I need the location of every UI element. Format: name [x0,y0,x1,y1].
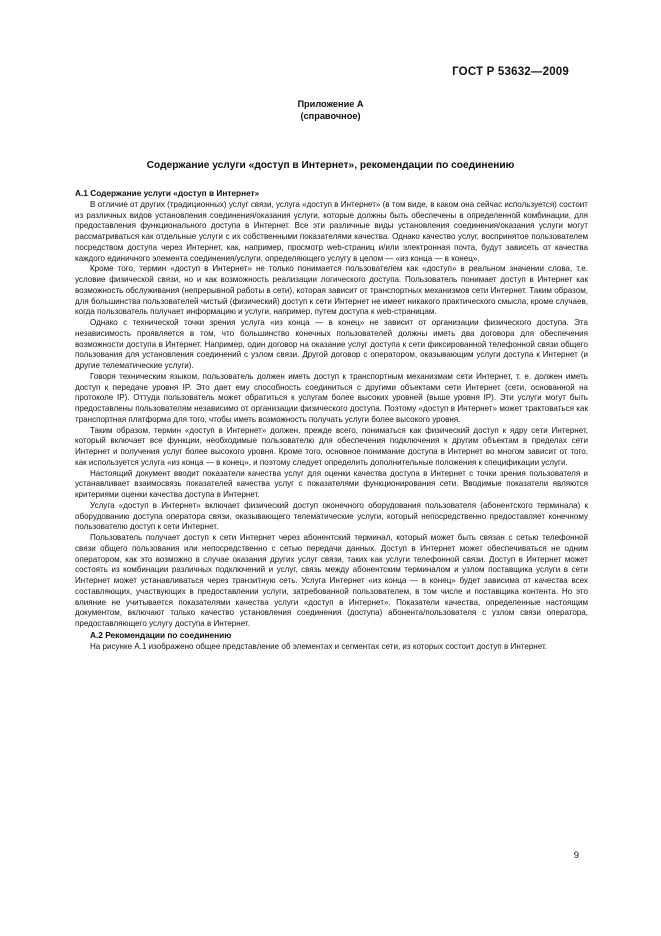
paragraph: В отличие от других (традиционных) услуг связи, услуга «доступ в Интернет» (в том виде, в каком она сейчас используется) состоит из различных видов установления соединения/оказания услуги, которые должны быть обеспечены в определенной комбинации, для предоставления функционального доступа в Интернет. Все эти различные виды установления соединения/оказания услуги могут рассматриваться как отдельные услуги с их собственными показателями качества. Однако качество услуг, воспринятое пользователем посредством доступа через Интернет, как, например, просмотр web-страниц и/или электронная почта, будут зависеть от качества каждого единичного элемента соединения/услуги, определяющего услугу в целом — «из конца — в конец». [75,199,588,263]
paragraph: Таким образом, термин «доступ в Интернет» должен, прежде всего, пониматься как физический доступ к ядру сети Интернет, который включает все функции, необходимые пользователю для обеспечения подключения к другим объектам в пределах сети Интернет и получения услуг более высокого уровня. Кроме того, основное понимание доступа в Интернет во многом зависит от того, как используется услуга «из конца — в конец», и поэтому следует определить дополнительные положения к спецификации услуги. [75,425,588,467]
paragraph: Однако с технической точки зрения услуга «из конца — в конец» не зависит от организации физического доступа. Эта независимость проявляется в том, что большинство конечных пользователей должны иметь два договора для обеспечения возможности доступа в Интернет. Например, один договор на оказание услуг доступа к сети фиксированной телефонной связи общего пользования для установления соединений с узлом связи. Другой договор с оператором, оказывающим услуги доступа к Интернет (и другие телематические услуги). [75,318,588,370]
paragraph: Пользователь получает доступ к сети Интернет через абонентский терминал, который может быть связан с сетью телефонной связи общего пользования или непосредственно с сетью передачи данных. Доступ в Интернет может обеспечиваться не одним оператором, как это возможно в случае оказания других услуг связи, таких как услуги телефонной связи. Доступ в Интернет может состоять из комбинации различных подключений и услуг, связь между абонентским терминалом и узлом поставщика услуги в сети Интернет может устанавливаться через транзитную сеть. Услуга Интернет «из конца — в конец» будет зависима от качества всех составляющих, участвующих в предоставлении услуги, затребованной пользователем, в том числе и поставщика контента. Но это влияние не учитывается показателями качества услуги «доступ в Интернет». Показатели качества, определенные настоящим документом, включают только качество установления соединения (доступа) абонента/пользователя с узлом связи оператора, предоставляющего услугу доступа в Интернет. [75,533,588,628]
paragraph: Говоря техническим языком, пользователь должен иметь доступ к транспортным механизмам сети Интернет, т. е. должен иметь доступ к передаче уровня IP. Это дает ему способность соединиться с другими объектами сети Интернет (сети, основанной на протоколе IP). Оттуда пользователь может обратиться к услугам более высоких уровней (выше уровня IP). Эти услуги могут быть предоставлены пользователям независимо от организации физического доступа. Поэтому «доступ в Интернет» может трактоваться как транспортная платформа для того, чтобы иметь возможность получать услуги более высокого уровня. [75,371,588,424]
page-number: 9 [573,850,579,861]
section-heading-a2: А.2 Рекомендации по соединению [90,629,232,640]
paragraph: Настоящий документ вводит показатели качества услуг для оценки качества доступа в Интернет с точки зрения пользователя и устанавливает взаимосвязь показателей качества услуг с показателями функционирования сети. Вводимые показатели являются критериями оценки качества доступа в Интернет. [75,468,588,499]
annex-subtitle: (справочное) [300,111,361,121]
annex-heading [0,98,661,122]
paragraph: На рисунке А.1 изображено общее представление об элементах и сегментах сети, из которых состоит доступ в Интернет. [90,641,547,651]
main-title: Содержание услуги «доступ в Интернет», рекомендации по соединению [146,160,515,171]
annex-title: Приложение А [297,99,364,109]
section-heading-a1: А.1 Содержание услуги «доступ в Интернет» [75,188,260,198]
standard-code: ГОСТ Р 53632—2009 [452,66,569,78]
paragraph: Услуга «доступ в Интернет» включает физический доступ оконечного оборудования пользователя (абонентского терминала) к оборудованию доступа оператора связи, оказывающего телематические услуги, который непосредственно предоставляет конечному пользователю доступ к сети Интернет. [75,500,588,532]
document-body [75,188,588,652]
paragraph: Кроме того, термин «доступ в Интернет» не только понимается пользователем как «доступ» в реальном значении слова, т.е. условие физической связи, но и как возможность реализации логического доступа. Пользователь понимает доступ в Интернет как возможность обслуживания (непрерывной работы в сети), которая зависит от транспортных механизмов сети Интернет. Таким образом, для большинства пользователей чистый (физический) доступ к сети Интернет не имеет никакого практического смысла, кроме случаев, когда пользователь получает информацию и услуги, например, путем доступа к web-страницам. [75,264,588,317]
